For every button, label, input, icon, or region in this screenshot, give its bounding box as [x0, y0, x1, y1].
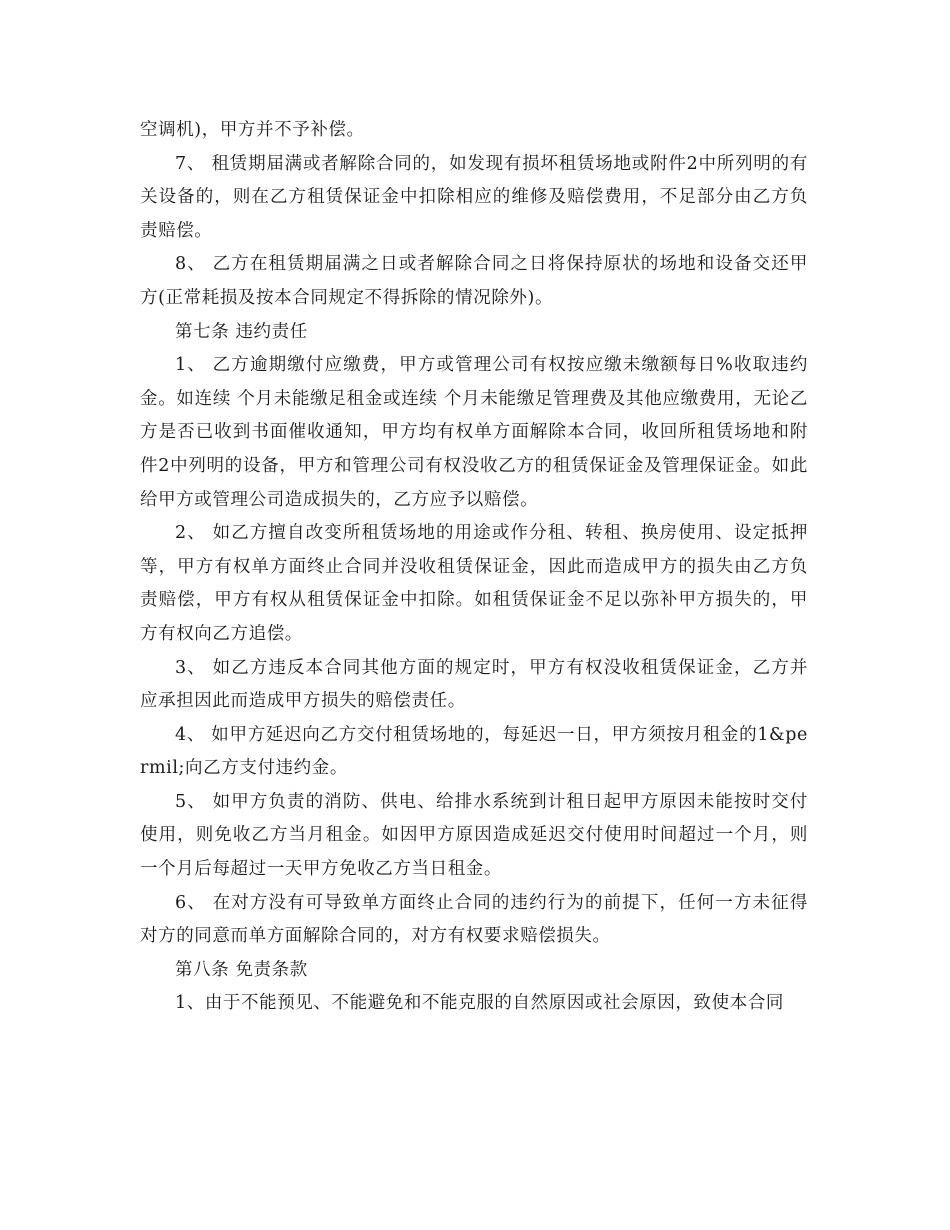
clause-item-6: 6、 在对方没有可导致单方面终止合同的违约行为的前提下，任何一方未征得对方的同意而单方面解除合同的，对方有权要求赔偿损失。 — [140, 892, 808, 947]
clause-item-5: 5、 如甲方负责的消防、供电、给排水系统到计租日起甲方原因未能按时交付使用，则免收乙方当月租金。如因甲方原因造成延迟交付使用时间超过一个月，则一个月后每超过一天甲方免收乙方当日租金。 — [140, 791, 808, 880]
clause-item-4: 4、 如甲方延迟向乙方交付租赁场地的，每延迟一日，甲方须按月租金的1&permil;向乙方支付违约金。 — [140, 724, 808, 779]
document-body — [140, 114, 808, 1021]
clause-item-1-exemption: 1、由于不能预见、不能避免和不能克服的自然原因或社会原因，致使本合同 — [175, 993, 785, 1014]
paragraph-continuation: 空调机)，甲方并不予补偿。 — [140, 120, 365, 140]
clause-item-7: 7、 租赁期届满或者解除合同的，如发现有损坏租赁场地或附件2中所列明的有关设备的，则在乙方租赁保证金中扣除相应的维修及赔偿费用，不足部分由乙方负责赔偿。 — [140, 153, 808, 241]
clause-item-8: 8、 乙方在租赁期届满之日或者解除合同之日将保持原状的场地和设备交还甲方(正常耗损及按本合同规定不得拆除的情况除外)。 — [140, 254, 808, 308]
clause-item-2: 2、 如乙方擅自改变所租赁场地的用途或作分租、转租、换房使用、设定抵押等，甲方有权单方面终止合同并没收租赁保证金，因此而造成甲方的损失由乙方负责赔偿，甲方有权从租赁保证金中扣除。如租赁保证金不足以弥补甲方损失的，甲方有权向乙方追偿。 — [140, 523, 808, 644]
section-heading-article-8: 第八条 免责条款 — [175, 959, 308, 980]
clause-item-3: 3、 如乙方违反本合同其他方面的规定时，甲方有权没收租赁保证金，乙方并应承担因此而造成甲方损失的赔偿责任。 — [140, 657, 808, 712]
clause-item-1: 1、 乙方逾期缴付应缴费，甲方或管理公司有权按应缴未缴额每日%收取违约金。如连续 个月未能缴足租金或连续 个月未能缴足管理费及其他应缴费用，无论乙方是否已收到书面催收通知，甲方均有权单方面解除本合同，收回所租赁场地和附件2中列明的设备，甲方和管理公司有权没收乙方的租赁保证金及管理保证金。如此给甲方或管理公司造成损失的，乙方应予以赔偿。 — [140, 355, 808, 510]
section-heading-article-7: 第七条 违约责任 — [175, 321, 308, 342]
